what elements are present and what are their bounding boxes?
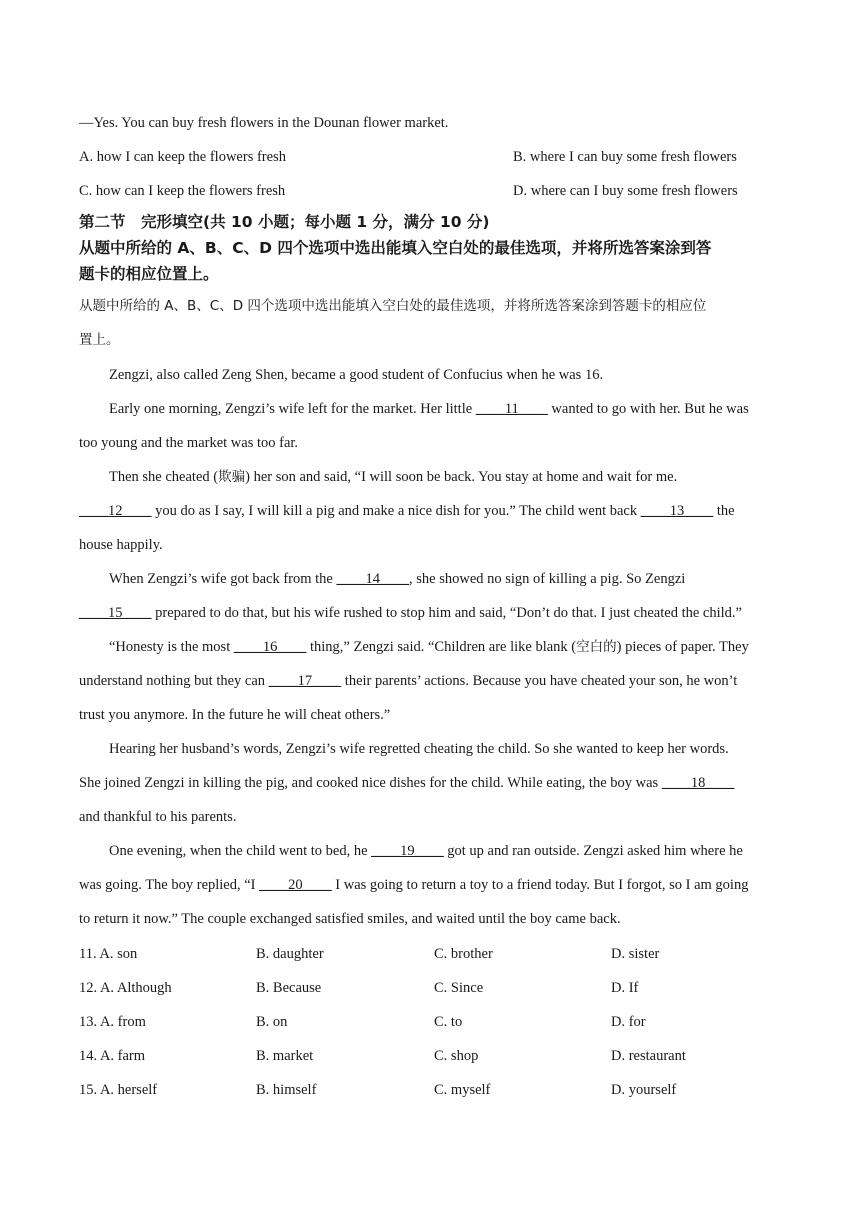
choice-a[interactable]: 12. A. Although — [79, 980, 172, 996]
passage-line — [79, 501, 735, 521]
question-row — [79, 1080, 799, 1100]
choice-c[interactable]: C. brother — [434, 946, 493, 962]
text: “Honesty is the most — [109, 639, 234, 655]
chinese-gloss: 欺骗 — [218, 469, 246, 485]
blank-14: ____14____ — [336, 571, 409, 587]
section-instruction-bold-1: 从题中所给的 A、B、C、D 四个选项中选出能填入空白处的最佳选项，并将所选答案涂到答 — [79, 239, 712, 257]
blank-13: ____13____ — [640, 503, 714, 519]
passage-line — [109, 467, 677, 487]
choice-a[interactable]: 11. A. son — [79, 946, 138, 962]
question-row — [79, 978, 799, 998]
blank-18: ____18____ — [661, 775, 735, 791]
text: , she showed no sign of killing a pig. So Zengzi — [409, 571, 686, 587]
text: you do as I say, I will kill a pig and make a nice dish for you.” The child went back — [151, 503, 641, 519]
text: ) her son and said, “I will soon be back. You stay at home and wait for me. — [245, 469, 678, 485]
section-instruction-bold-2: 题卡的相应位置上。 — [79, 265, 219, 283]
passage-line — [109, 637, 749, 657]
section-instruction-1: 从题中所给的 A、B、C、D 四个选项中选出能填入空白处的最佳选项，并将所选答案涂到答题卡的相应位 — [79, 298, 707, 314]
passage-line — [109, 841, 743, 861]
text: their parents’ actions. Because you have cheated your son, he won’t — [341, 673, 738, 689]
choice-a[interactable]: 15. A. herself — [79, 1082, 158, 1098]
text: Then she cheated ( — [109, 469, 219, 485]
choice-d[interactable]: D. sister — [611, 946, 660, 962]
choice-c[interactable]: C. to — [434, 1014, 463, 1030]
choice-d[interactable]: D. If — [611, 980, 639, 996]
passage-line: to return it now.” The couple exchanged satisfied smiles, and waited until the boy came back. — [79, 911, 621, 927]
option-a: A. how I can keep the flowers fresh — [79, 149, 286, 165]
question-row — [79, 1012, 799, 1032]
prev-option-row — [79, 147, 779, 167]
text: When Zengzi’s wife got back from the — [109, 571, 337, 587]
choice-b[interactable]: B. on — [256, 1014, 288, 1030]
choice-d[interactable]: D. for — [611, 1014, 646, 1030]
text: wanted to go with her. But he was — [547, 401, 749, 417]
choice-c[interactable]: C. myself — [434, 1082, 491, 1098]
blank-20: ____20____ — [259, 877, 332, 893]
passage-line: Zengzi, also called Zeng Shen, became a good student of Confucius when he was 16. — [109, 367, 604, 383]
text: thing,” Zengzi said. “Children are like blank ( — [306, 639, 577, 655]
text: ) pieces of paper. They — [616, 639, 749, 655]
passage-line — [109, 569, 685, 589]
choice-b[interactable]: B. Because — [256, 980, 322, 996]
prev-option-row — [79, 181, 779, 201]
passage-line: trust you anymore. In the future he will cheat others.” — [79, 707, 391, 723]
question-row — [79, 1046, 799, 1066]
choice-c[interactable]: C. Since — [434, 980, 484, 996]
text: the — [713, 503, 735, 519]
blank-12: ____12____ — [79, 503, 152, 519]
text: I was going to return a toy to a friend today. But I forgot, so I am going — [331, 877, 749, 893]
passage-line: house happily. — [79, 537, 163, 553]
chinese-gloss: 空白的 — [576, 639, 617, 655]
option-d: D. where can I buy some fresh flowers — [513, 183, 738, 199]
choice-b[interactable]: B. market — [256, 1048, 314, 1064]
choice-a[interactable]: 13. A. from — [79, 1014, 146, 1030]
question-row — [79, 944, 799, 964]
text: was going. The boy replied, “I — [79, 877, 260, 893]
option-c: C. how can I keep the flowers fresh — [79, 183, 286, 199]
choice-c[interactable]: C. shop — [434, 1048, 479, 1064]
text: understand nothing but they can — [79, 673, 269, 689]
passage-line — [79, 773, 734, 793]
choice-b[interactable]: B. daughter — [256, 946, 324, 962]
choice-d[interactable]: D. yourself — [611, 1082, 677, 1098]
choice-a[interactable]: 14. A. farm — [79, 1048, 146, 1064]
text: Early one morning, Zengzi’s wife left for the market. Her little — [109, 401, 476, 417]
section-heading: 第二节 完形填空(共 10 小题；每小题 1 分，满分 10 分) — [79, 213, 490, 231]
choice-d[interactable]: D. restaurant — [611, 1048, 686, 1064]
passage-line: Hearing her husband’s words, Zengzi’s wife regretted cheating the child. So she wanted to keep her words. — [109, 741, 729, 757]
blank-19: ____19____ — [371, 843, 444, 859]
passage-line — [79, 671, 737, 691]
text: prepared to do that, but his wife rushed to stop him and said, “Don’t do that. I just cheated the child.” — [151, 605, 742, 621]
passage-line — [79, 603, 742, 623]
dialogue-answer: —Yes. You can buy fresh flowers in the Dounan flower market. — [79, 115, 449, 131]
passage-line: and thankful to his parents. — [79, 809, 237, 825]
option-b: B. where I can buy some fresh flowers — [513, 149, 737, 165]
text: One evening, when the child went to bed, he — [109, 843, 372, 859]
section-instruction-2: 置上。 — [79, 332, 120, 348]
blank-11: ____11____ — [475, 401, 548, 417]
text: She joined Zengzi in killing the pig, and cooked nice dishes for the child. While eating, the boy was — [79, 775, 662, 791]
blank-15: ____15____ — [79, 605, 152, 621]
passage-line — [79, 875, 748, 895]
passage-line — [109, 399, 749, 419]
passage-line: too young and the market was too far. — [79, 435, 299, 451]
text: got up and ran outside. Zengzi asked him where he — [443, 843, 743, 859]
choice-b[interactable]: B. himself — [256, 1082, 317, 1098]
blank-17: ____17____ — [268, 673, 342, 689]
blank-16: ____16____ — [233, 639, 307, 655]
